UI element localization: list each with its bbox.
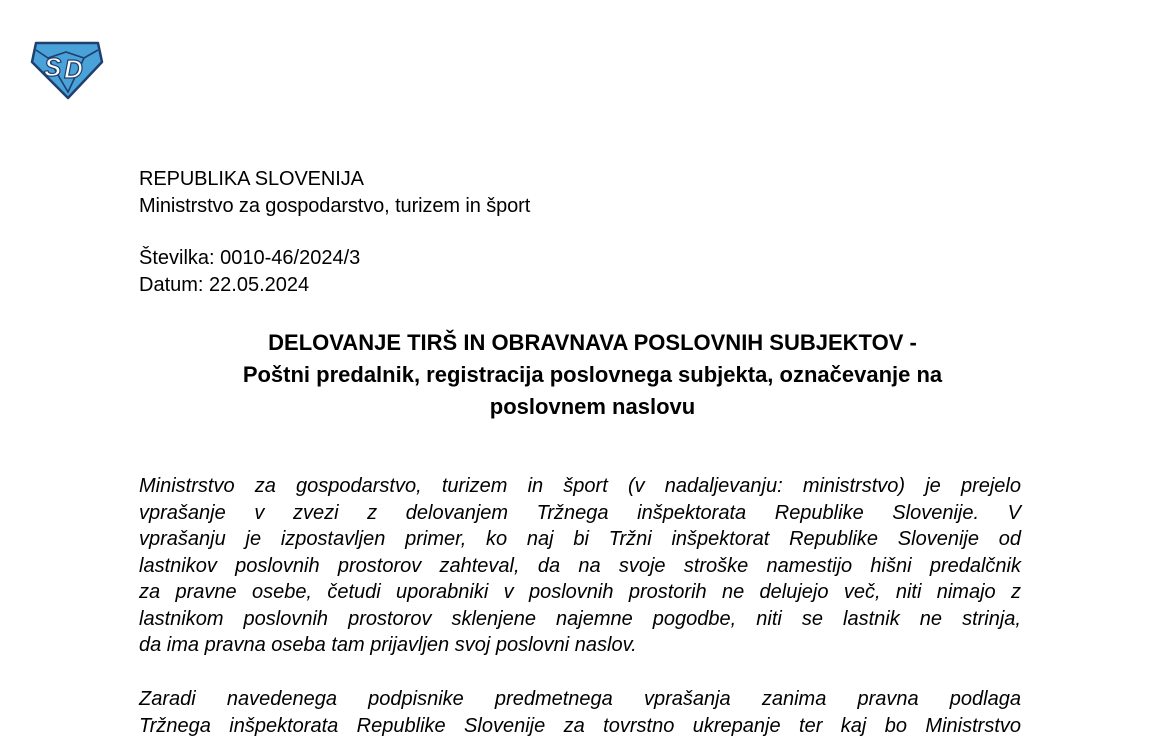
paragraph-line: Tržnega inšpektorata Republike Slovenije za tovrstno ukrepanje ter kaj bo Ministrstvo (139, 714, 1021, 737)
paragraph-line: vprašanju je izpostavljen primer, ko naj bi Tržni inšpektorat Republike Slovenije od (139, 528, 1021, 550)
body-paragraph (139, 686, 1021, 739)
document-number: Številka: 0010-46/2024/3 (139, 247, 361, 269)
document-meta (139, 245, 360, 299)
svg-text:S: S (44, 52, 62, 82)
letterhead (139, 166, 530, 220)
republic-name: REPUBLIKA SLOVENIJA (139, 168, 364, 190)
body-paragraph (139, 473, 1021, 659)
ministry-name: Ministrstvo za gospodarstvo, turizem in šport (139, 195, 531, 217)
document-title (100, 327, 1085, 423)
paragraph-line: za pravne osebe, četudi uporabniki v poslovnih prostorih ne delujejo več, niti nimajo z (139, 581, 1021, 603)
party-logo-icon (30, 40, 104, 100)
paragraph-line: vprašanje v zvezi z delovanjem Tržnega inšpektorata Republike Slovenije. V (139, 501, 1021, 524)
document-date: Datum: 22.05.2024 (139, 274, 310, 296)
paragraph-line: Ministrstvo za gospodarstvo, turizem in šport (v nadaljevanju: ministrstvo) je prejelo (139, 475, 1021, 497)
svg-text:D: D (64, 54, 83, 84)
title-line: Poštni predalnik, registracija poslovnega subjekta, označevanje na (242, 362, 943, 387)
paragraph-line: Zaradi navedenega podpisnike predmetnega vprašanja zanima pravna podlaga (139, 688, 1021, 710)
title-line: poslovnem naslovu (489, 394, 696, 419)
paragraph-line: lastnikov poslovnih prostorov zahteval, da na svoje stroške namestijo hišni predalčnik (139, 554, 1021, 577)
paragraph-line: da ima pravna oseba tam prijavljen svoj poslovni naslov. (139, 634, 637, 656)
paragraph-line: lastnikom poslovnih prostorov sklenjene najemne pogodbe, niti se lastnik ne strinja, (139, 607, 1021, 630)
title-line: DELOVANJE TIRŠ IN OBRAVNAVA POSLOVNIH SUBJEKTOV - (268, 330, 917, 355)
